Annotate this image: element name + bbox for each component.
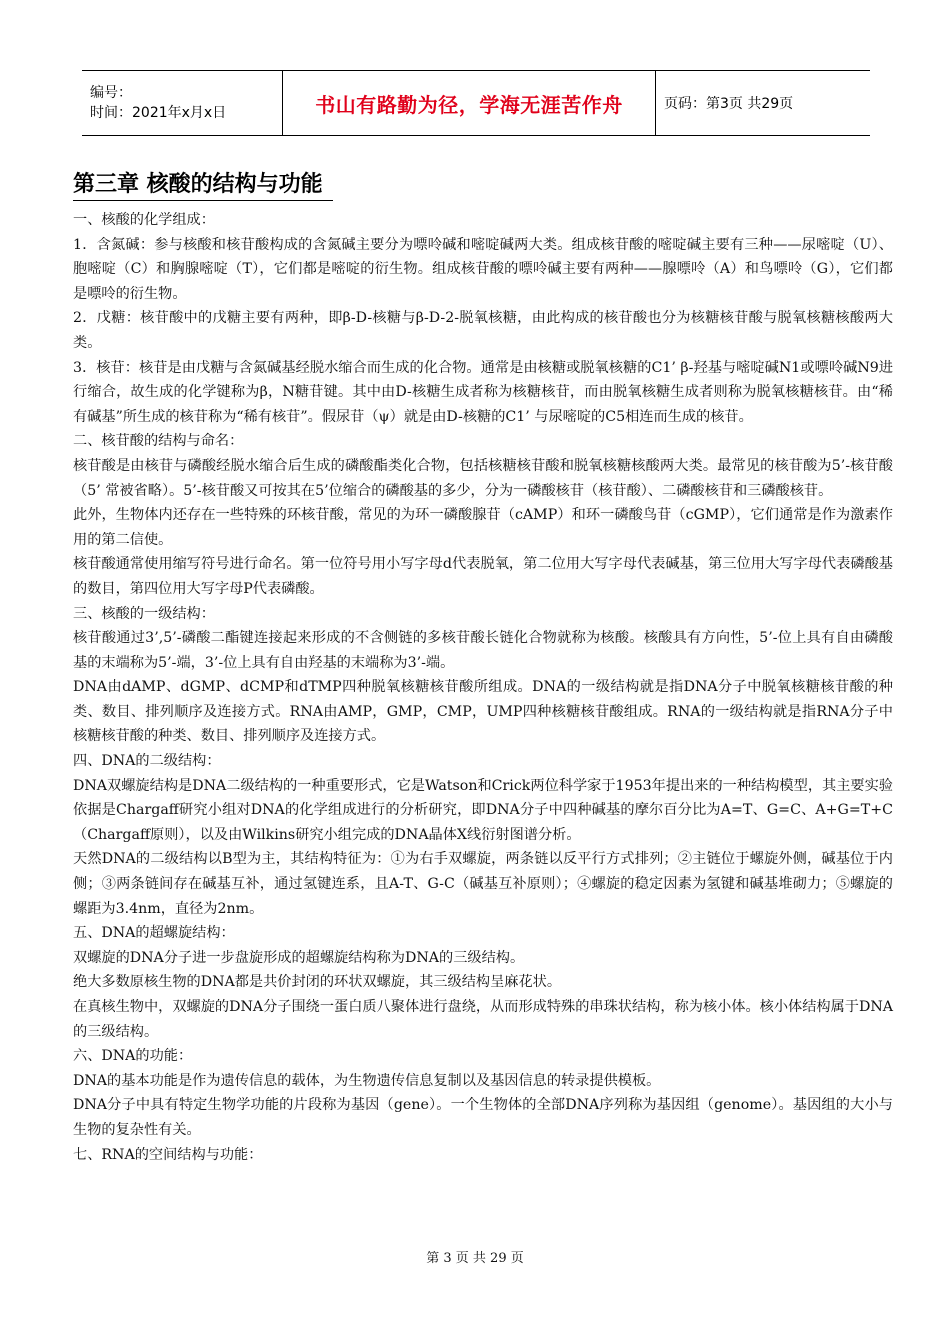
section-heading: 六、DNA的功能： [73, 1048, 193, 1065]
paragraph: 天然DNA的二级结构以B型为主，其结构特征为：①为右手双螺旋，两条链以反平行方式排列；②主链位于螺旋外侧，碱基位于内侧；③两条链间存在碱基互补，通过氢键连系，且A-T、G-C（碱基互补原则）；④螺旋的稳定因素为氢键和碱基堆砌力；⑤螺旋的螺距为3.4nm，直径为2nm。 [73, 851, 893, 917]
section-heading: 五、DNA的超螺旋结构： [73, 925, 235, 942]
section-heading: 三、核酸的一级结构： [73, 605, 215, 622]
document-body [73, 208, 893, 1167]
paragraph: 1．含氮碱：参与核酸和核苷酸构成的含氮碱主要分为嘌呤碱和嘧啶碱两大类。组成核苷酸的嘧啶碱主要有三种——尿嘧啶（U）、胞嘧啶（C）和胸腺嘧啶（T），它们都是嘧啶的衍生物。组成核苷酸的嘌呤碱主要有两种——腺嘌呤（A）和鸟嘌呤（G），它们都是嘌呤的衍生物。 [73, 236, 893, 302]
paragraph: 在真核生物中，双螺旋的DNA分子围绕一蛋白质八聚体进行盘绕，从而形成特殊的串珠状结构，称为核小体。核小体结构属于DNA的三级结构。 [73, 999, 894, 1040]
page-footer: 第 3 页 共 29 页 [426, 1251, 524, 1266]
paragraph: DNA分子中具有特定生物学功能的片段称为基因（gene）。一个生物体的全部DNA序列称为基因组（genome）。基因组的大小与生物的复杂性有关。 [73, 1097, 893, 1138]
section-heading: 四、DNA的二级结构： [73, 753, 221, 770]
section-heading: 七、RNA的空间结构与功能： [73, 1146, 263, 1163]
section-heading: 二、核苷酸的结构与命名： [73, 433, 244, 450]
header-meta [82, 71, 282, 135]
section-heading: 一、核酸的化学组成： [73, 212, 215, 228]
header-page-number: 页码：第3页 共29页 [664, 96, 794, 112]
chapter-title: 第三章 核酸的结构与功能 [73, 170, 333, 201]
paragraph: 此外，生物体内还存在一些特殊的环核苷酸，常见的为环一磷酸腺苷（cAMP）和环一磷酸鸟苷（cGMP），它们通常是作为激素作用的第二信使。 [73, 507, 893, 548]
page-header [82, 70, 870, 136]
paragraph: DNA的基本功能是作为遗传信息的载体，为生物遗传信息复制以及基因信息的转录提供模板。 [73, 1072, 661, 1089]
paragraph: 双螺旋的DNA分子进一步盘旋形成的超螺旋结构称为DNA的三级结构。 [73, 949, 525, 966]
paragraph: 核苷酸通过3’,5’-磷酸二酯键连接起来形成的不含侧链的多核苷酸长链化合物就称为核酸。核酸具有方向性，5’-位上具有自由磷酸基的末端称为5’-端，3’-位上具有自由羟基的末端称为3’-端。 [73, 630, 893, 671]
paragraph: 核苷酸通常使用缩写符号进行命名。第一位符号用小写字母d代表脱氧，第二位用大写字母代表碱基，第三位用大写字母代表磷酸基的数目，第四位用大写字母P代表磷酸。 [73, 556, 893, 597]
number-label: 编号： [90, 85, 132, 101]
date-label: 时间：2021年x月x日 [90, 105, 227, 121]
paragraph: DNA由dAMP、dGMP、dCMP和dTMP四种脱氧核糖核苷酸所组成。DNA的一级结构就是指DNA分子中脱氧核糖核苷酸的种类、数目、排列顺序及连接方式。RNA由AMP，GMP，CMP，UMP四种核糖核苷酸组成。RNA的一级结构就是指RNA分子中核糖核苷酸的种类、数目、排列顺序及连接方式。 [73, 679, 893, 745]
paragraph: 2．戊糖：核苷酸中的戊糖主要有两种，即β-D-核糖与β-D-2-脱氧核糖，由此构成的核苷酸也分为核糖核苷酸与脱氧核糖核酸两大类。 [73, 310, 893, 351]
paragraph: 3．核苷：核苷是由戊糖与含氮碱基经脱水缩合而生成的化合物。通常是由核糖或脱氧核糖的C1’ β-羟基与嘧啶碱N1或嘌呤碱N9进行缩合，故生成的化学键称为β，N糖苷键。其中由D-核糖生成者称为核糖核苷，而由脱氧核糖生成者则称为脱氧核糖核苷。由“稀有碱基”所生成的核苷称为“稀有核苷”。假尿苷（ψ）就是由D-核糖的C1’ 与尿嘧啶的C5相连而生成的核苷。 [73, 359, 893, 425]
paragraph: DNA双螺旋结构是DNA二级结构的一种重要形式，它是Watson和Crick两位科学家于1953年提出来的一种结构模型，其主要实验依据是Chargaff研究小组对DNA的化学组成进行的分析研究，即DNA分子中四种碱基的摩尔百分比为A=T、G=C、A+G=T+C（Chargaff原则），以及由Wilkins研究小组完成的DNA晶体X线衍射图谱分析。 [73, 777, 893, 843]
paragraph: 绝大多数原核生物的DNA都是共价封闭的环状双螺旋，其三级结构呈麻花状。 [73, 974, 562, 991]
paragraph: 核苷酸是由核苷与磷酸经脱水缩合后生成的磷酸酯类化合物，包括核糖核苷酸和脱氧核糖核酸两大类。最常见的核苷酸为5’-核苷酸（5’ 常被省略）。5’-核苷酸又可按其在5’位缩合的磷酸基的多少，分为一磷酸核苷（核苷酸）、二磷酸核苷和三磷酸核苷。 [73, 457, 893, 499]
header-motto: 书山有路勤为径，学海无涯苦作舟 [282, 71, 656, 135]
